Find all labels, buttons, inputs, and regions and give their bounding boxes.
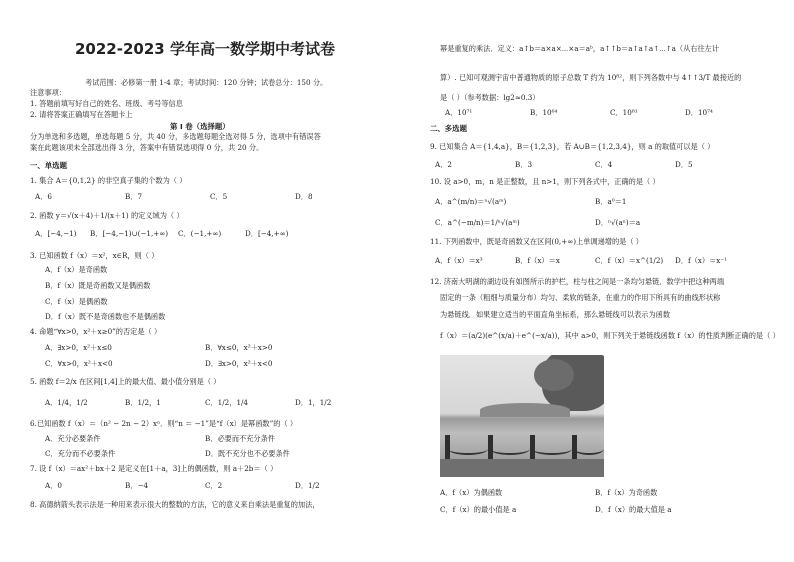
q1-option-a: A．6 — [35, 192, 52, 201]
q11-option-c: C．f（x）＝x^(1/2) — [595, 256, 664, 265]
ground-shape — [440, 459, 604, 477]
intro-line-1: 分为单选和多选题，单选每题 5 分，共 40 分，多选题每题全选对得 5 分，选项中有错误答 — [30, 132, 321, 141]
q11-option-d: D．f（x）＝x⁻¹ — [675, 256, 727, 265]
q7-option-b: B．−4 — [125, 481, 149, 490]
question-10: 10. 设 a>0，m，n 是正整数，且 n>1，则下列各式中，正确的是（ ） — [430, 177, 660, 186]
q8-option-c: C．10⁸¹ — [610, 108, 638, 117]
q8-line-c: 是（ ）（参考数据：lg2≈0.3） — [440, 93, 540, 102]
chain-curve — [490, 443, 530, 455]
q12-option-a: A．f（x）为偶函数 — [440, 488, 503, 497]
q11-option-a: A．f（x）＝x³ — [435, 256, 483, 265]
q5-option-d: D．1，1/2 — [295, 398, 332, 407]
question-7: 7. 设 f（x）＝ax²＋bx＋2 是定义在[1＋a，3]上的偶函数，则 a＋2b＝（ ） — [30, 464, 278, 473]
q8-option-b: B．10⁶⁴ — [530, 108, 558, 117]
q9-option-c: C．4 — [595, 160, 613, 169]
q5-option-a: A．1/4，1/2 — [45, 398, 88, 407]
question-4: 4. 命题“∀x>0，x²＋x≥0”的否定是（ ） — [30, 327, 162, 336]
q7-option-d: D．1/2 — [295, 481, 320, 490]
q9-option-b: B．3 — [515, 160, 533, 169]
intro-line-2: 案在此题该项未全部选出得 3 分，答案中有错误选项得 0 分，共 20 分。 — [30, 143, 264, 152]
question-2: 2. 函数 y＝√(x＋4)＋1/(x＋1) 的定义域为（ ） — [30, 211, 184, 220]
q12-line-c: 为悬链线．如果建立适当的平面直角坐标系，那么悬链线可以表示为函数 — [440, 310, 671, 319]
q6-option-b: B．必要而不充分条件 — [205, 434, 275, 443]
q1-option-b: B．7 — [125, 192, 143, 201]
notes-heading: 注意事项： — [30, 88, 66, 97]
question-11: 11. 下列函数中，既是奇函数又在区间(0,+∞)上单调递增的是（ ） — [430, 237, 643, 246]
q4-option-a: A．∃x>0，x²＋x≤0 — [45, 343, 112, 352]
q10-option-a: A．a^(m/n)＝ⁿ√(aᵐ) — [435, 197, 507, 206]
hill-shape — [480, 403, 570, 417]
q12-line-d: f（x）＝(a/2)(e^(x/a)＋e^(−x/a))，其中 a>0，则下列关于悬链线函数 f（x）的性质判断正确的是（ ） — [440, 331, 780, 340]
question-3: 3. 已知函数 f（x）＝x²，x∈R，则（ ） — [30, 251, 159, 260]
question-6: 6.已知函数 f（x）＝（n² − 2n − 2）xⁿ．则“n ＝ −1”是“f（x）是幂函数”的（ ） — [30, 419, 298, 428]
q1-option-c: C．5 — [210, 192, 228, 201]
q3-option-b: B．f（x）既是奇函数又是偶函数 — [45, 281, 151, 290]
chain-curve — [532, 443, 572, 455]
lakeside-railing-photo — [440, 355, 604, 477]
part-1-heading: 第 I 卷（选择题） — [170, 122, 230, 131]
q9-option-a: A．2 — [435, 160, 452, 169]
section-single-choice: 一、单选题 — [30, 161, 67, 170]
right-column — [420, 0, 794, 562]
chain-curve — [574, 443, 604, 455]
q8-option-a: A．10⁷¹ — [445, 108, 473, 117]
question-1: 1. 集合 A＝{0,1,2} 的非空真子集的个数为（ ） — [30, 176, 187, 185]
q11-option-b: B．f（x）＝x — [515, 256, 560, 265]
section-multiple-choice: 二、多选题 — [430, 124, 467, 133]
q8-line-a: 幂是重复的乘法．定义：a↑b＝a×a×⋯×a＝aᵇ，a↑↑b＝a↑a↑a↑⋯↑a（从右往左计 — [440, 44, 720, 53]
q2-option-c: C．(−1,+∞) — [178, 229, 222, 238]
q5-option-b: B．1/2，1 — [125, 398, 161, 407]
left-column — [30, 0, 405, 562]
q3-option-a: A．f（x）是奇函数 — [45, 265, 108, 274]
q8-option-d: D．10⁷⁴ — [685, 108, 713, 117]
q3-option-d: D．f（x）既不是奇函数也不是偶函数 — [45, 312, 166, 321]
question-8-start: 8. 高德纳箭头表示法是一种用来表示很大的整数的方法，它的意义来自乘法是重复的加法， — [30, 500, 320, 509]
q2-option-b: B．[−4,−1)∪(−1,+∞) — [90, 229, 169, 238]
q12-option-c: C．f（x）的最小值是 a — [440, 505, 517, 514]
q8-line-b: 算）. 已知可观测宇宙中普通物质的原子总数 T 约为 10⁸²，则下列各数中与 4↑↑3/T 最接近的 — [440, 73, 742, 82]
q2-option-d: D．[−4,+∞) — [245, 229, 289, 238]
q12-option-d: D．f（x）的最大值是 a — [595, 505, 672, 514]
q12-line-b: 固定的一条（粗细与质量分布）均匀、柔软的链条，在重力的作用下所具有的曲线形状称 — [440, 293, 721, 302]
q4-option-b: B．∀x≤0，x²＋x>0 — [205, 343, 273, 352]
exam-scope: 考试范围：必修第一册 1-4 章；考试时间：120 分钟；试卷总分：150 分。 — [85, 78, 328, 87]
q12-line-a: 12. 济南大明湖的湖边设有如图所示的护栏，柱与柱之间是一条均匀悬链．数学中把这种两端 — [430, 277, 725, 286]
q12-option-b: B．f（x）为奇函数 — [595, 488, 658, 497]
q7-option-a: A．0 — [45, 481, 62, 490]
question-9: 9. 已知集合 A＝{1,4,a}，B＝{1,2,3}，若 A∪B＝{1,2,3,4}，则 a 的取值可以是（ ） — [430, 142, 715, 151]
q9-option-d: D．5 — [675, 160, 693, 169]
q4-option-c: C．∀x>0，x²＋x<0 — [45, 359, 113, 368]
chain-curve — [448, 443, 488, 455]
note-1: 1. 答题前填写好自己的姓名、班级、考号等信息 — [30, 99, 183, 108]
q2-option-a: A．[−4,−1) — [35, 229, 77, 238]
q5-option-c: C．1/2，1/4 — [205, 398, 249, 407]
question-5: 5. 函数 f＝2/x 在区间[1,4]上的最大值、最小值分别是（ ） — [30, 377, 221, 386]
tree-shape — [534, 359, 574, 391]
note-2: 2. 请将答案正确填写在答题卡上 — [30, 110, 133, 119]
q7-option-c: C．2 — [205, 481, 223, 490]
q10-option-b: B．a⁰＝1 — [595, 197, 627, 206]
q10-option-c: C．a^(−m/n)＝1/ⁿ√(aᵐ) — [435, 218, 520, 227]
q6-option-c: C．充分而不必要条件 — [45, 449, 116, 458]
q10-option-d: D．ⁿ√(aⁿ)＝a — [595, 218, 641, 227]
q4-option-d: D．∃x>0，x²＋x<0 — [205, 359, 273, 368]
q1-option-d: D．8 — [295, 192, 313, 201]
q3-option-c: C．f（x）是偶函数 — [45, 297, 108, 306]
exam-title: 2022-2023 学年高一数学期中考试卷 — [75, 40, 335, 58]
q6-option-a: A．充分必要条件 — [45, 434, 101, 443]
q6-option-d: D．既不充分也不必要条件 — [205, 449, 290, 458]
